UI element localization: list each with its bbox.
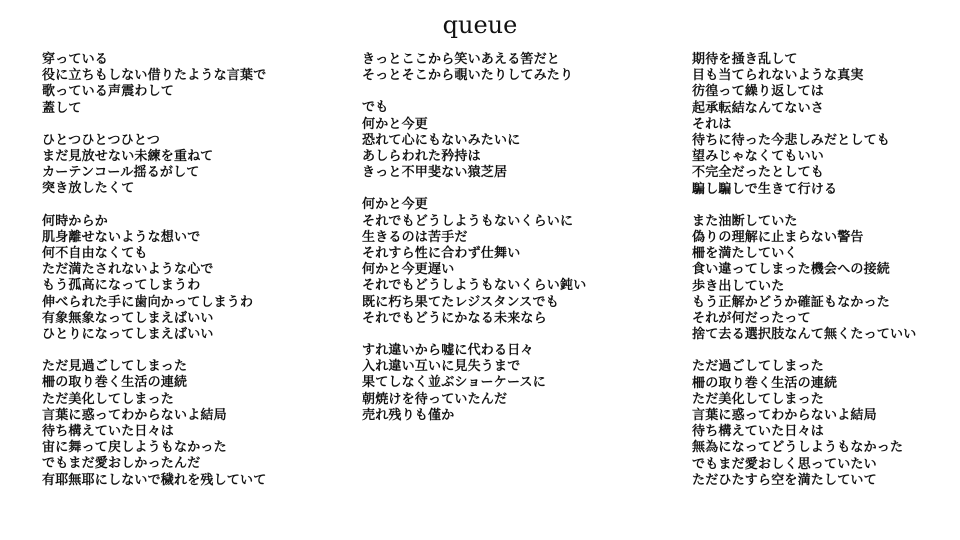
lyric-line: 生きるのは苦手だ [362,229,468,245]
lyric-line: 何時からか [42,213,109,229]
lyric-line: 朝焼けを待っていたんだ [362,391,508,407]
lyrics-stanza [362,100,652,181]
lyrics-stanza [692,214,952,344]
lyric-line: 起承転結なんてないさ [692,100,825,116]
lyric-line: それでもどうにかなる未来なら [362,310,547,326]
lyric-line: まだ見放せない未練を重ねて [42,149,214,165]
lyric-line: 歩き出していた [692,278,785,294]
song-title: queue [442,11,518,39]
lyric-line: 柵の取り巻く生活の連続 [42,375,188,391]
lyric-line: 彷徨って繰り返しては [692,84,825,100]
lyrics-stanza [362,52,652,84]
lyric-line: でもまだ愛おしかったんだ [42,456,201,472]
lyric-line: 伸べられた手に歯向かってしまうわ [42,294,254,310]
lyric-line: 入れ違い互いに見失うまで [362,359,521,375]
lyric-line: 期待を掻き乱して [692,52,798,67]
lyric-line: また油断していた [692,213,798,229]
lyrics-column-2 [362,52,652,440]
lyrics-stanza [362,343,652,424]
lyric-line: 待ち構えていた日々は [692,424,825,440]
lyric-line: きっとここから笑いあえる筈だと [362,52,561,67]
lyric-line: 売れ残りも僅か [362,407,455,423]
lyric-line: 騙し騙しで生きて行ける [692,181,838,197]
lyrics-stanza [42,52,332,117]
lyric-line: 既に朽ち果てたレジスタンスでも [362,294,559,310]
lyric-line: 何かと今更 [362,116,429,132]
lyrics-stanza [692,359,952,489]
lyric-line: 歌っている声震わして [42,84,175,100]
lyric-line: もう孤高になってしまうわ [42,278,201,294]
lyric-line: 役に立ちもしない借りたような言葉で [42,68,267,84]
lyric-line: 偽りの理解に止まらない警告 [692,230,864,246]
lyric-line: きっと不甲斐ない猿芝居 [362,165,508,181]
lyric-line: 穿っている [42,52,109,67]
lyric-line: そっとそこから覗いたりしてみたり [362,68,574,84]
lyric-line: 何不自由なくても [42,246,148,262]
lyric-line: でも [362,100,389,116]
lyric-line: それすら性に合わず仕舞い [362,246,521,262]
lyric-line: 突き放したくて [42,181,135,197]
lyric-line: 望みじゃなくてもいい [692,149,825,165]
lyric-line: 蓋して [42,100,82,116]
lyric-line: すれ違いから嘘に代わる日々 [362,343,534,359]
lyrics-stanza [42,214,332,344]
lyric-line: 無為になってどうしようもなかった [692,440,904,456]
lyric-line: ただ満たされないような心で [42,262,214,278]
lyrics-stanza [692,52,952,198]
lyric-line: ひとつひとつひとつ [42,132,161,148]
lyrics-column-3 [692,52,952,505]
lyric-line: 言葉に惑ってわからないよ結局 [42,407,227,423]
lyric-line: 果てしなく並ぶショーケースに [362,375,546,391]
lyric-line: もう正解かどうか確証もなかった [692,294,891,310]
lyric-line: 不完全だったとしても [692,165,825,181]
lyric-line: 目も当てられないような真実 [692,68,864,84]
lyric-line: それでもどうしようもないくらいに [362,213,574,229]
lyrics-stanza [42,133,332,198]
lyric-line: 食い違ってしまった機会への接続 [692,262,891,278]
lyric-line: それでもどうしようもないくらい鈍い [362,278,587,294]
lyric-line: 柵の取り巻く生活の連続 [692,375,838,391]
lyric-line: 何かと今更遅い [362,262,455,278]
lyric-line: それは [692,116,732,132]
lyrics-stanza [42,359,332,489]
lyrics-column-1 [42,52,332,505]
lyric-line: 捨て去る選択肢なんて無くたっていい [692,327,917,343]
lyric-line: 有耶無耶にしないで穢れを残していて [42,472,267,488]
lyric-line: 何かと今更 [362,197,429,213]
lyric-line: 待ちに待った今悲しみだとしても [692,133,891,149]
lyric-line: でもまだ愛おしく思っていたい [692,456,877,472]
lyric-line: カーテンコール揺るがして [42,165,200,181]
lyric-line: ただ美化してしまった [692,391,825,407]
lyric-line: 恐れて心にもないみたいに [362,132,521,148]
lyric-line: 肌身離せないような想いで [42,229,201,245]
lyric-line: 言葉に惑ってわからないよ結局 [692,408,877,424]
lyric-line: 柵を満たしていく [692,246,798,262]
lyric-line: 待ち構えていた日々は [42,424,175,440]
lyric-line: ただ過ごしてしまった [692,359,825,375]
lyric-line: あしらわれた矜持は [362,149,481,165]
lyric-line: ただひたすら空を満たしていて [692,472,877,488]
lyric-line: ただ見過ごしてしまった [42,359,188,375]
lyric-line: 有象無象なってしまえばいい [42,310,214,326]
lyric-line: 宙に舞って戻しようもなかった [42,440,227,456]
lyric-line: ただ美化してしまった [42,391,175,407]
lyric-line: ひとりになってしまえばいい [42,327,214,343]
lyric-line: それが何だったって [692,311,811,327]
lyrics-stanza [362,197,652,327]
